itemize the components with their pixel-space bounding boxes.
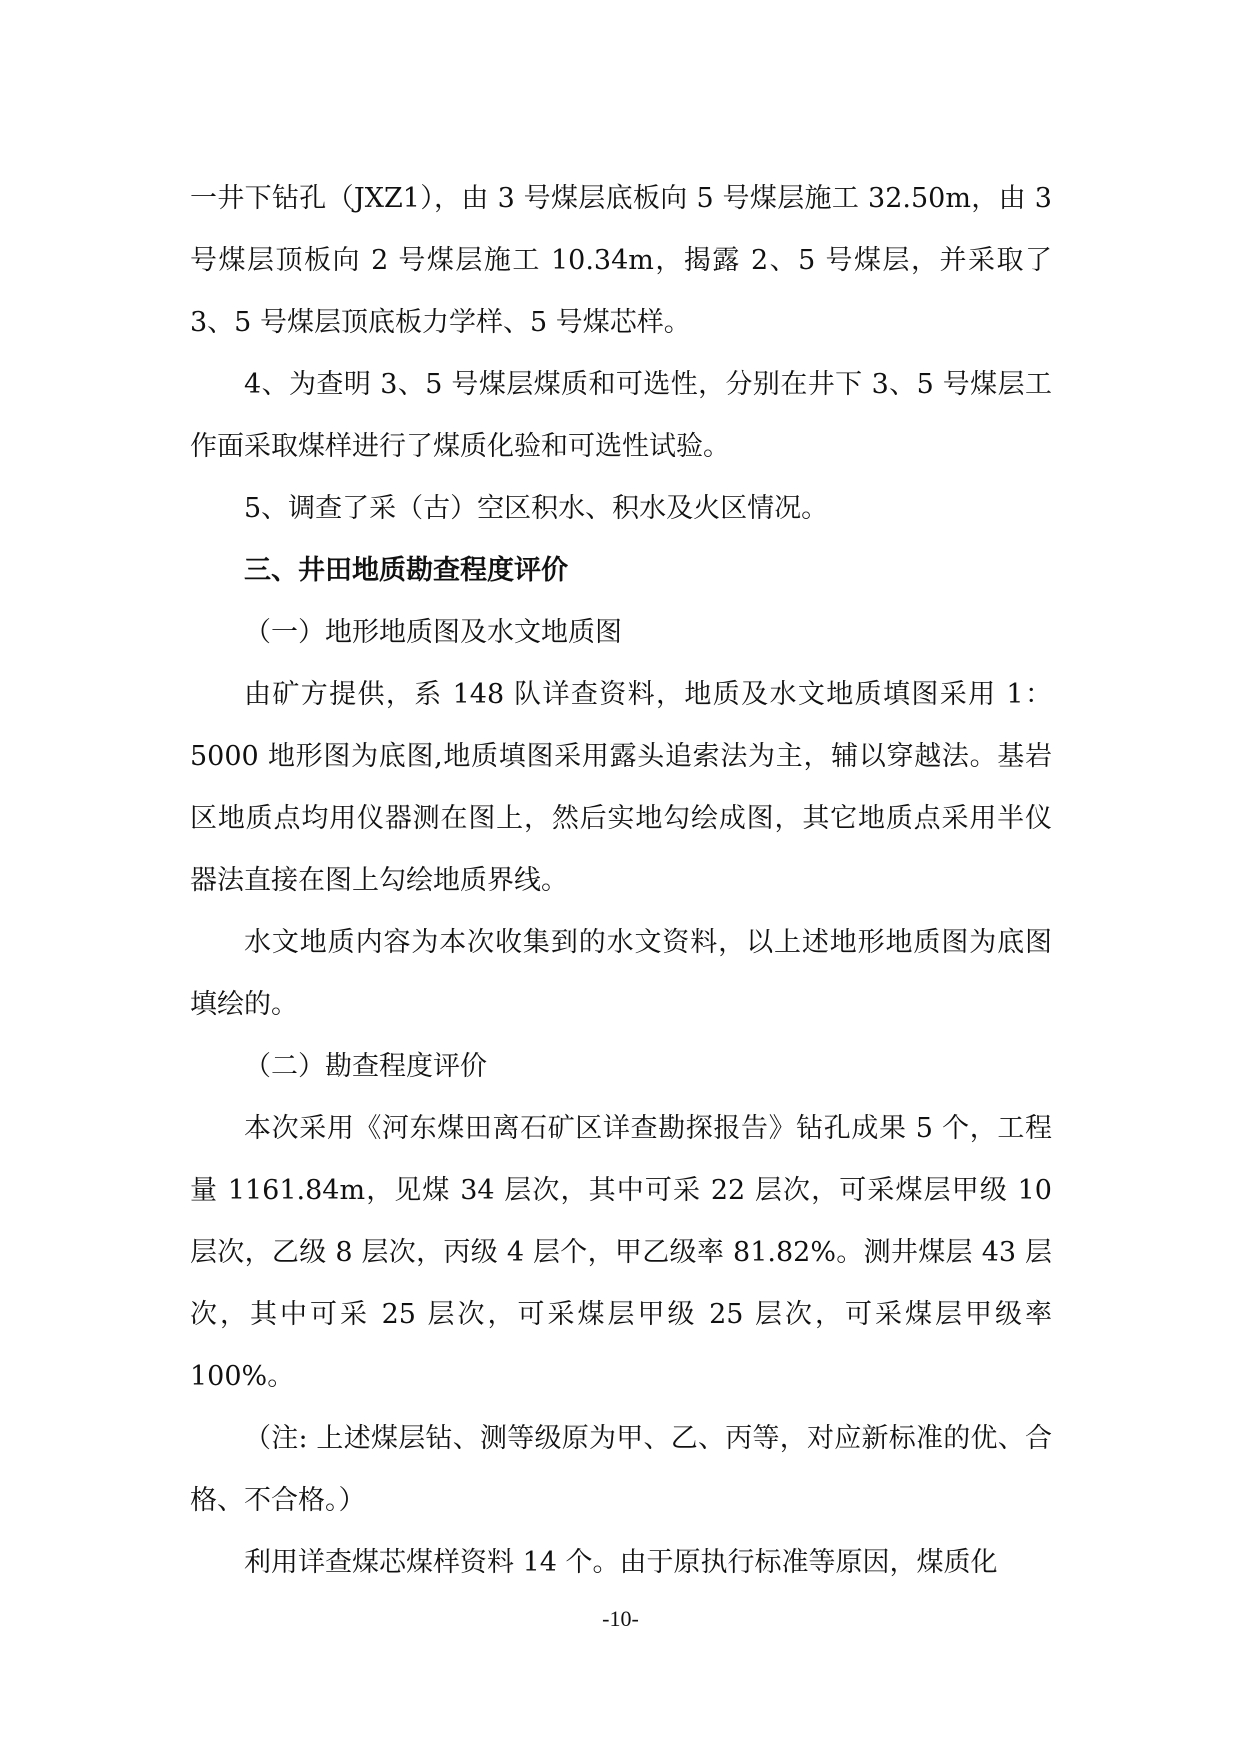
paragraph-coal-samples: 利用详查煤芯煤样资料 14 个。由于原执行标准等原因，煤质化: [244, 1547, 998, 1578]
paragraph-borehole-continued: 一井下钻孔（JXZ1），由 3 号煤层底板向 5 号煤层施工 32.50m，由 3 号煤层顶板向 2 号煤层施工 10.34m，揭露 2、5 号煤层，并采取了 3、5 号煤层顶底板力学样、5 号煤芯样。: [190, 183, 1052, 338]
subsection-heading-1: （一）地形地质图及水文地质图: [244, 617, 622, 648]
paragraph-map-source: 由矿方提供，系 148 队详查资料，地质及水文地质填图采用 1：5000 地形图为底图,地质填图采用露头追索法为主，辅以穿越法。基岩区地质点均用仪器测在图上，然后实地勾绘成图，其它地质点采用半仪器法直接在图上勾绘地质界线。: [190, 679, 1052, 896]
page-number: -10-: [602, 1606, 639, 1631]
paragraph-hydro-content: 水文地质内容为本次收集到的水文资料，以上述地形地质图为底图填绘的。: [190, 927, 1052, 1020]
paragraph-item-4: 4、为查明 3、5 号煤层煤质和可选性，分别在井下 3、5 号煤层工作面采取煤样进行了煤质化验和可选性试验。: [190, 369, 1052, 462]
section-heading-3: 三、井田地质勘查程度评价: [244, 555, 568, 586]
paragraph-note: （注: 上述煤层钻、测等级原为甲、乙、丙等，对应新标准的优、合格、不合格。）: [190, 1423, 1052, 1516]
paragraph-item-5: 5、调查了采（古）空区积水、积水及火区情况。: [244, 493, 829, 524]
document-body: [190, 168, 1052, 1594]
subsection-heading-2: （二）勘查程度评价: [244, 1051, 487, 1082]
paragraph-survey-results: 本次采用《河东煤田离石矿区详查勘探报告》钻孔成果 5 个，工程量 1161.84m，见煤 34 层次，其中可采 22 层次，可采煤层甲级 10 层次，乙级 8 层次，丙级 4 层个，甲乙级率 81.82%。测井煤层 43 层次，其中可采 25 层次，可采煤层甲级 25 层次，可采煤层甲级率 100%。: [190, 1113, 1052, 1392]
